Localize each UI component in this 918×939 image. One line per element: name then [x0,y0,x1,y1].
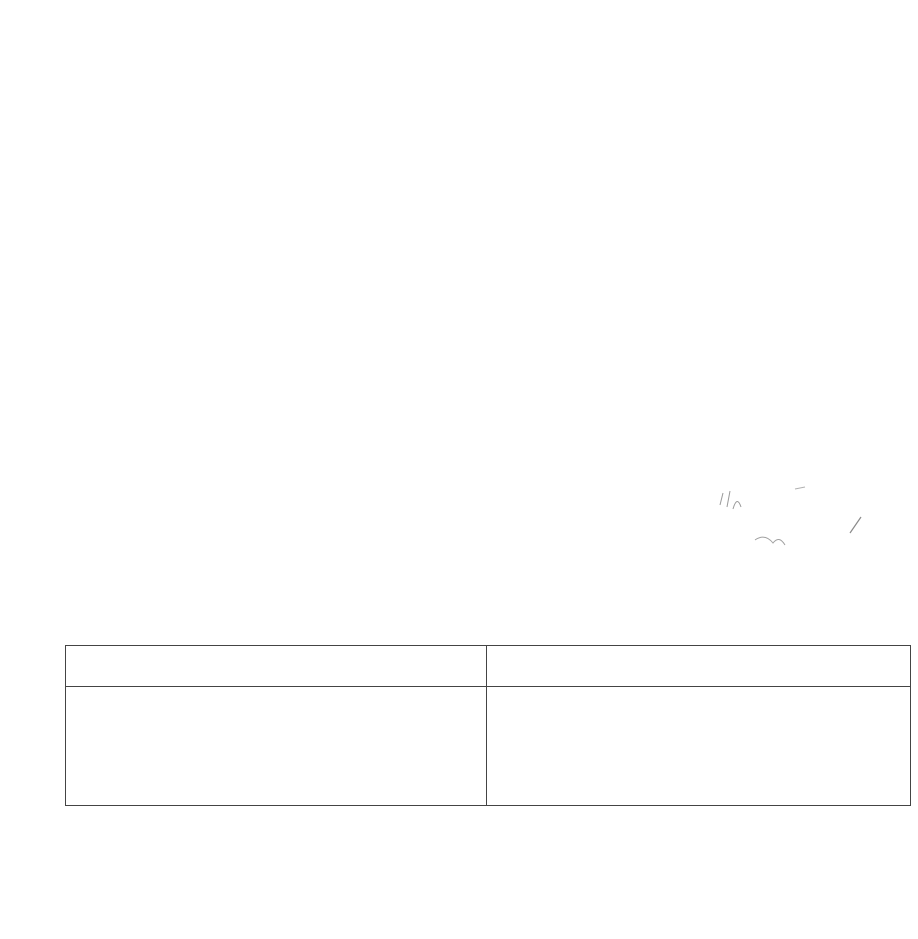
table-row [66,687,911,806]
table-cell-did [66,687,487,806]
table-header-result [487,646,911,687]
table-header-did [66,646,487,687]
pencil-scribble [715,485,875,555]
table-cell-result [487,687,911,806]
table-header-row [66,646,911,687]
summary-table [65,645,911,806]
